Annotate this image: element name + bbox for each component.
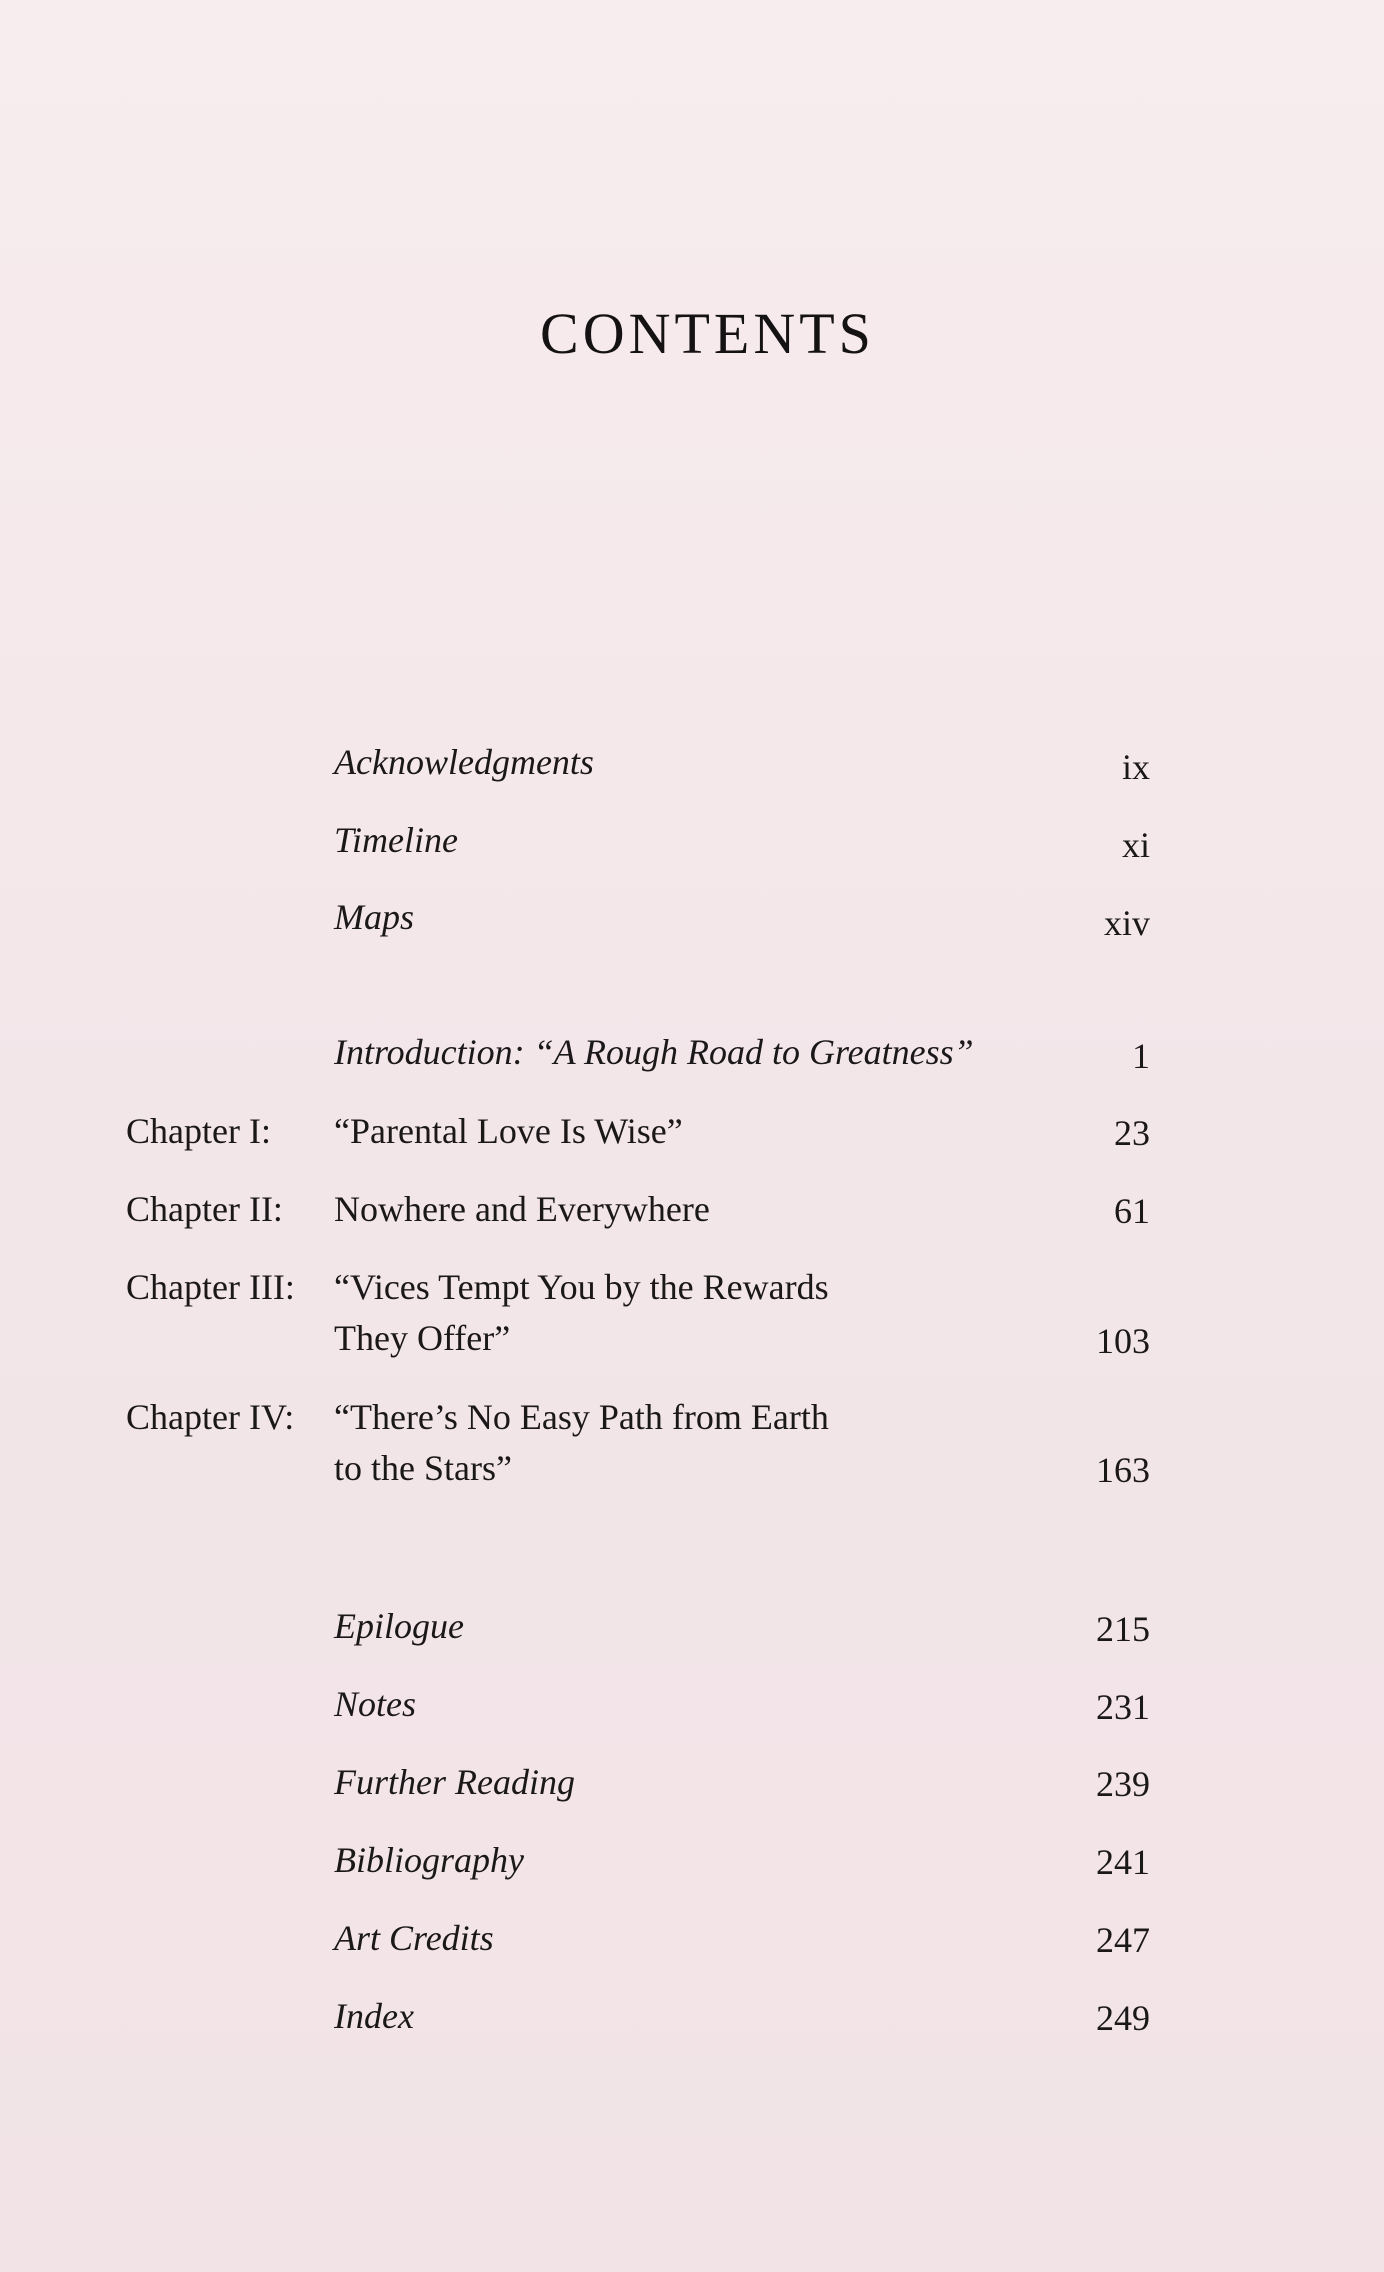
toc-entry-maps[interactable]: Maps (334, 897, 414, 937)
toc-entry-chapter-2[interactable]: Nowhere and Everywhere (334, 1189, 710, 1229)
toc-entry-timeline[interactable]: Timeline (334, 820, 458, 860)
toc-page-timeline: xi (1121, 825, 1150, 865)
toc-entry-notes[interactable]: Notes (334, 1684, 417, 1724)
toc-page-notes: 231 (1096, 1687, 1150, 1727)
toc-entry-chapter-4[interactable]: “There’s No Easy Path from Earth (334, 1397, 829, 1437)
chapter-label-2: Chapter II: (126, 1189, 283, 1229)
toc-entry-epilogue[interactable]: Epilogue (334, 1606, 464, 1646)
toc-entry-introduction[interactable]: Introduction: “A Rough Road to Greatness” (334, 1032, 974, 1072)
toc-entry-index[interactable]: Index (334, 1996, 414, 2036)
chapter-label-4: Chapter IV: (126, 1397, 295, 1437)
toc-entry-chapter-3[interactable]: “Vices Tempt You by the Rewards (334, 1267, 829, 1307)
toc-entry-chapter-3-line2[interactable]: They Offer” (334, 1318, 511, 1358)
chapter-label-3: Chapter III: (126, 1267, 295, 1307)
toc-page-chapter-3: 103 (1096, 1321, 1150, 1361)
toc-page-further-reading: 239 (1096, 1764, 1150, 1804)
toc-page-epilogue: 215 (1096, 1609, 1150, 1649)
toc-entry-bibliography[interactable]: Bibliography (334, 1840, 524, 1880)
toc-page-art-credits: 247 (1096, 1920, 1150, 1960)
toc-entry-art-credits[interactable]: Art Credits (334, 1918, 494, 1958)
toc-page-maps: xiv (1103, 903, 1150, 943)
toc-page-introduction: 1 (1132, 1036, 1150, 1076)
toc-entry-chapter-1[interactable]: “Parental Love Is Wise” (334, 1111, 683, 1151)
toc-page-chapter-2: 61 (1114, 1191, 1150, 1231)
toc-page-chapter-4: 163 (1096, 1450, 1150, 1490)
toc-page-bibliography: 241 (1096, 1842, 1150, 1882)
toc-entry-acknowledgments[interactable]: Acknowledgments (334, 742, 594, 782)
toc-page-chapter-1: 23 (1114, 1113, 1150, 1153)
toc-page-acknowledgments: ix (1121, 747, 1150, 787)
page-title: CONTENTS (540, 301, 875, 366)
toc-entry-further-reading[interactable]: Further Reading (334, 1762, 575, 1802)
chapter-label-1: Chapter I: (126, 1111, 271, 1151)
toc-entry-chapter-4-line2[interactable]: to the Stars” (334, 1448, 512, 1488)
toc-page-index: 249 (1096, 1998, 1150, 2038)
